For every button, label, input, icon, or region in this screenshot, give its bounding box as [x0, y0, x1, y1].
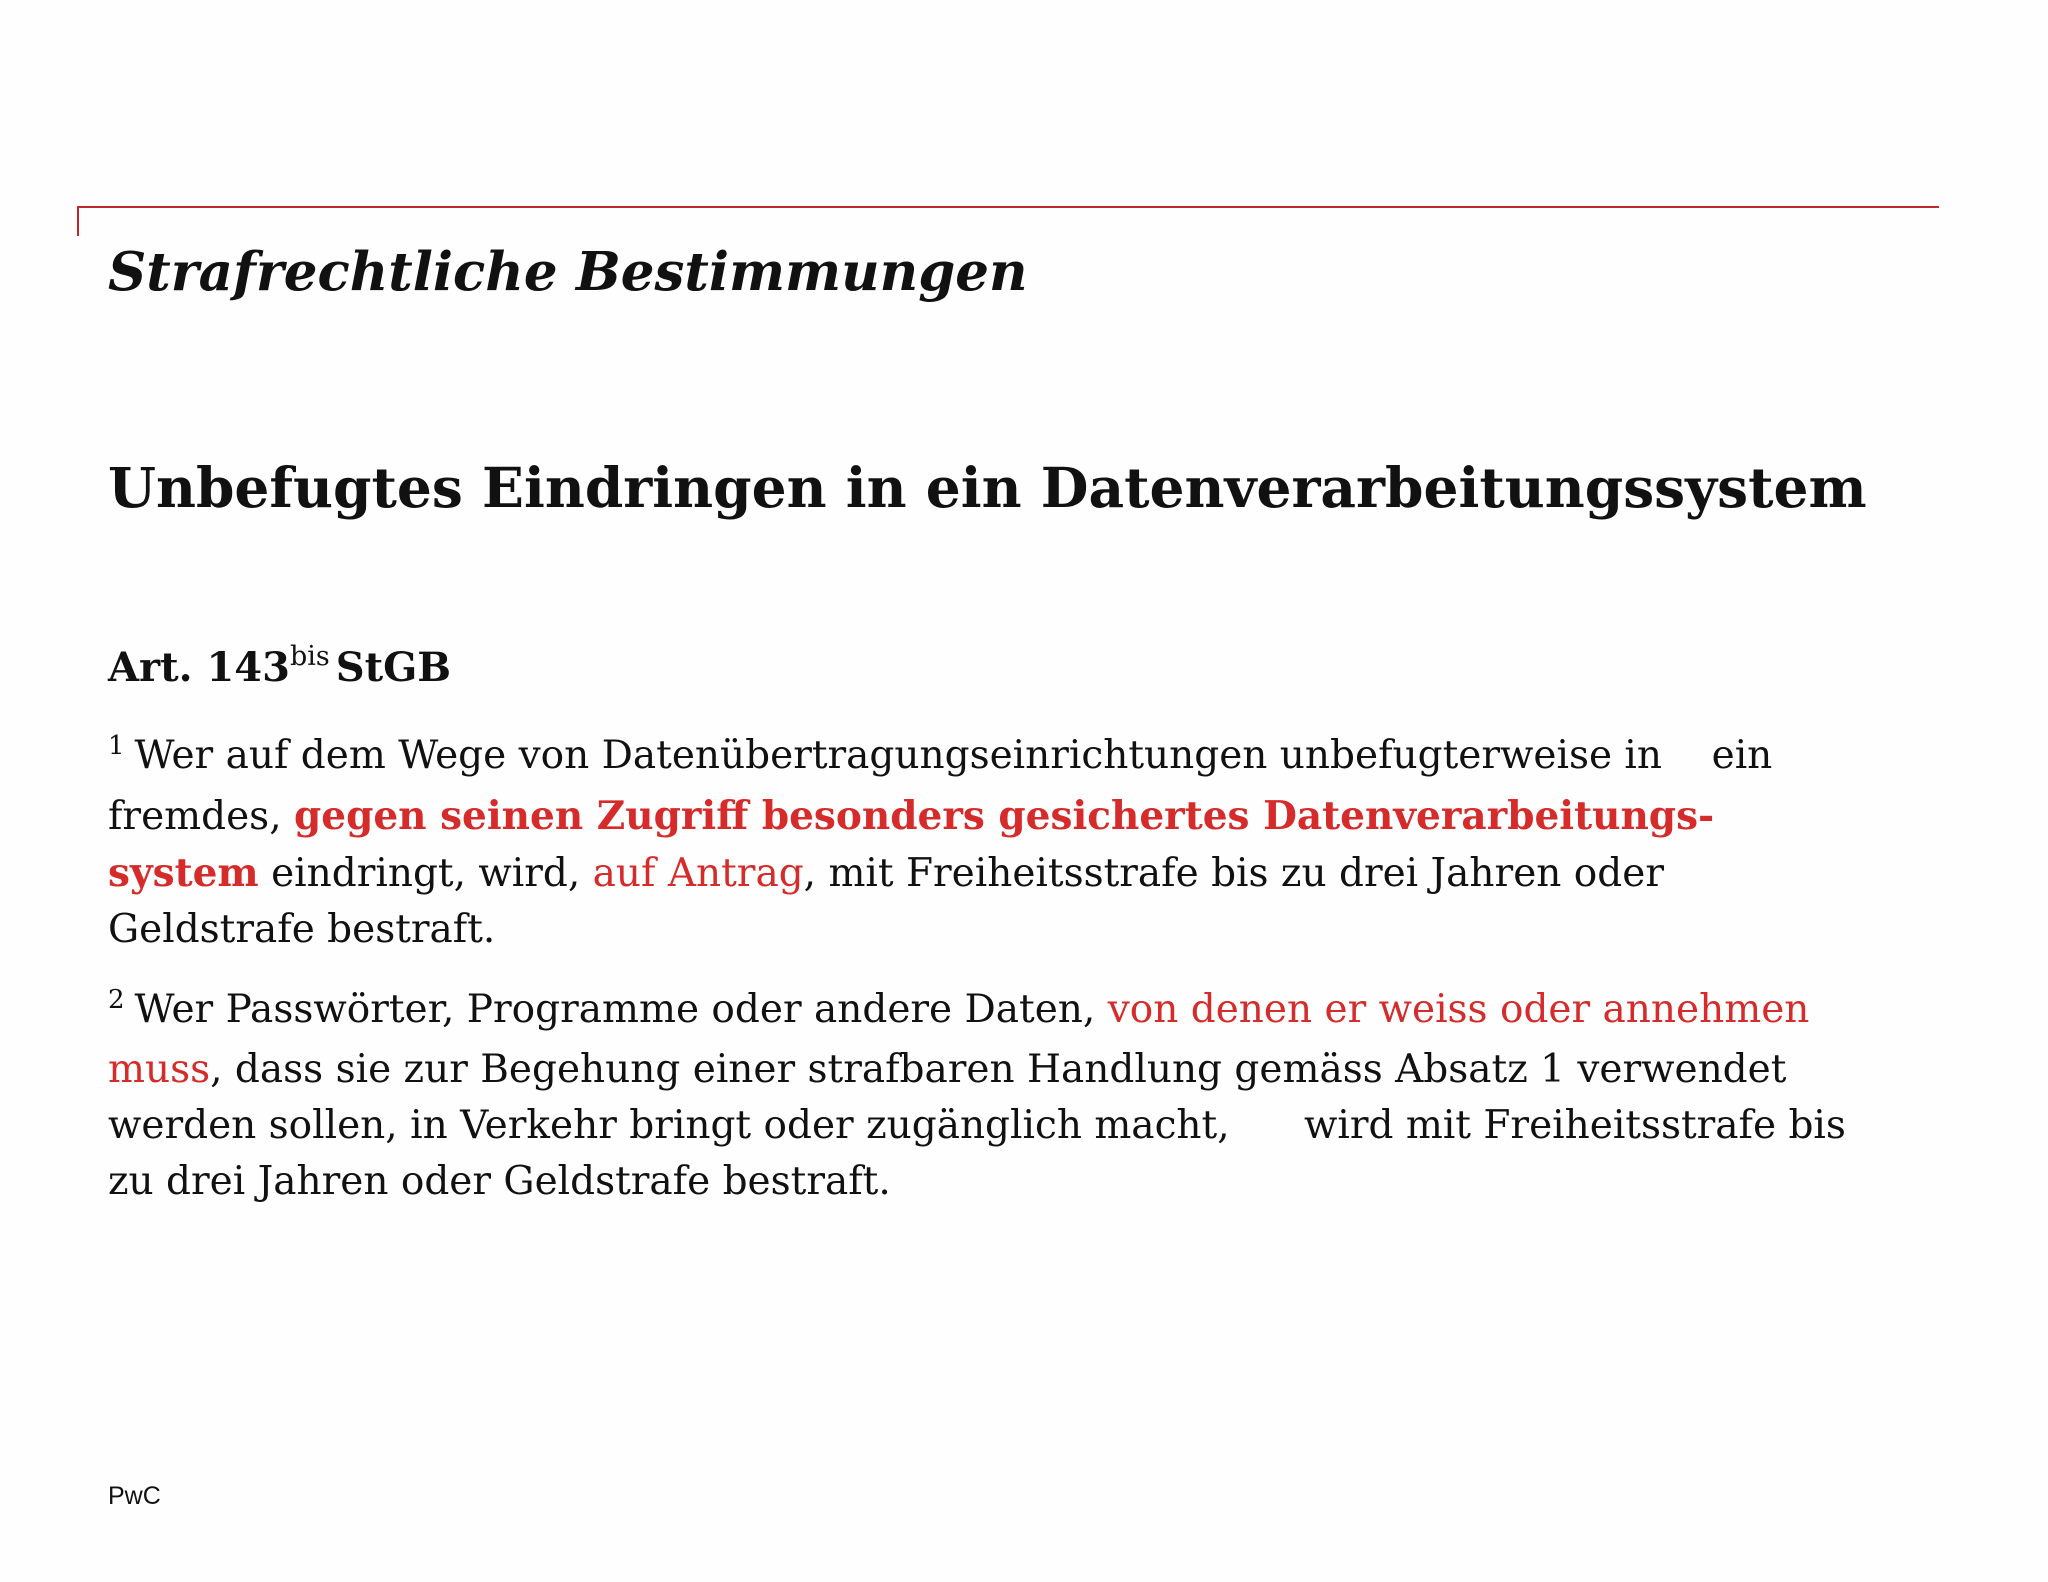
line-1-2b: gegen seinen Zugriff besonders gesichertes Datenverarbeitungs- — [294, 793, 1715, 839]
line-1-4: Geldstrafe bestraft. — [108, 907, 496, 952]
line-2-2b: , dass sie zur Begehung einer strafbaren Handlung gemäss Absatz 1 verwendet — [210, 1047, 1787, 1092]
line-1-3d: , mit Freiheitsstrafe bis zu drei Jahren oder — [803, 851, 1664, 896]
paragraph-number: 1 — [108, 731, 125, 761]
line-2-1a: Wer Passwörter, Programme oder andere Daten, — [134, 987, 1108, 1032]
paragraph-1 — [108, 728, 1908, 958]
section-title: Strafrechtliche Bestimmungen — [108, 241, 1028, 303]
line-1-2a: fremdes, — [108, 794, 294, 839]
paragraph-2 — [108, 982, 1908, 1210]
paragraph-number: 2 — [108, 985, 125, 1015]
header-rule — [77, 206, 1939, 208]
article-prefix: Art. 143 — [108, 644, 290, 691]
line-1-3c: auf Antrag — [592, 851, 804, 896]
line-1-3a: system — [108, 850, 259, 896]
footer-label: PwC — [108, 1482, 161, 1510]
line-2-4: zu drei Jahren oder Geldstrafe bestraft. — [108, 1159, 891, 1204]
article-superscript: bis — [289, 641, 330, 672]
line-2-1b: von denen er weiss oder annehmen — [1107, 987, 1810, 1032]
header-rule-tick — [77, 206, 79, 236]
page-title: Unbefugtes Eindringen in ein Datenverarbeitungssystem — [108, 455, 1867, 520]
line-2-2a: muss — [108, 1047, 211, 1092]
line-2-3: werden sollen, in Verkehr bringt oder zugänglich macht, wird mit Freiheitsstrafe bis — [108, 1103, 1846, 1148]
article-suffix: StGB — [335, 644, 452, 691]
article-reference — [108, 640, 451, 701]
line-1-1: Wer auf dem Wege von Datenübertragungseinrichtungen unbefugterweise in ein — [134, 733, 1773, 778]
line-1-3b: eindringt, wird, — [258, 851, 593, 896]
